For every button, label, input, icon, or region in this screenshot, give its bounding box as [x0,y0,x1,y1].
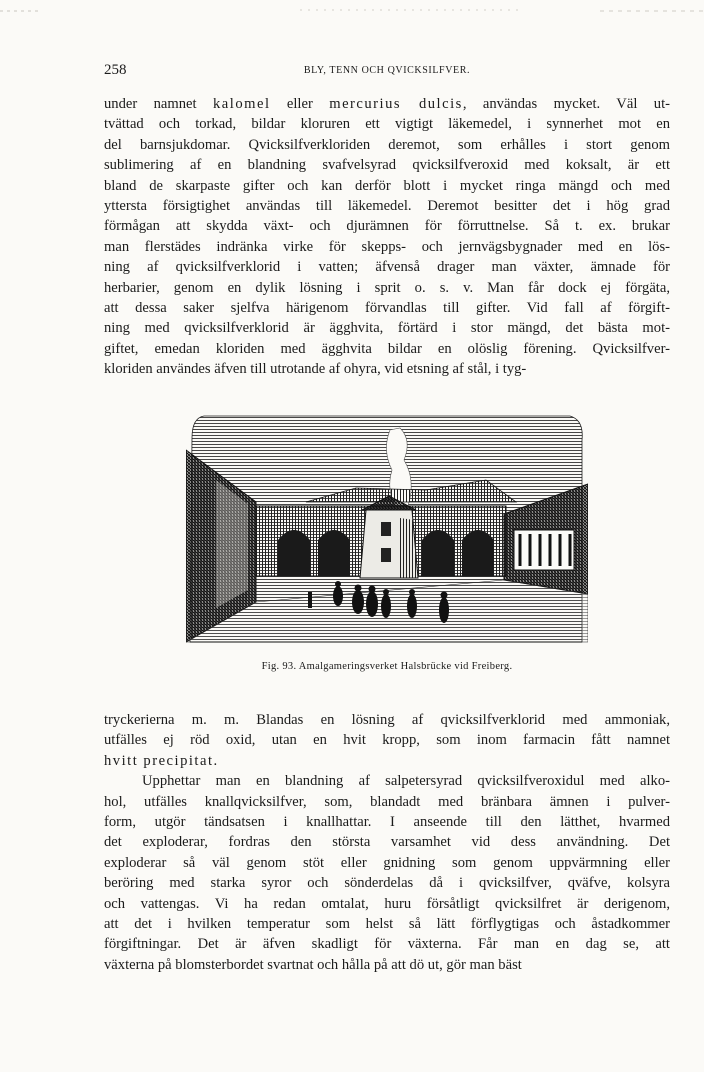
text-segment: herbarier, genom en dylik lösning i sprit o. s. v. Man får dock ej förgäta, [104,279,670,296]
text-line [104,873,670,893]
text-line [104,359,670,379]
text-line [104,196,670,216]
emphasized-term: mercurius dulcis [329,96,463,112]
text-segment: Upphettar man en blandning af salpetersyrad qvicksilfveroxidul med alko- [142,773,670,790]
text-line [104,135,670,155]
text-line [104,94,670,114]
text-segment: beröring med starka syror och sönderdelas då i qvicksilfver, qväfve, kolsyra [104,875,670,892]
scan-edge-specks [0,0,704,20]
text-segment: under namnet [104,96,213,112]
text-segment: yttersta försigtighet användas till läkemedel. Deremot besitter det i hög grad [104,197,670,214]
text-line [104,955,670,975]
page-header [104,62,670,82]
text-line [104,792,670,812]
text-line [104,298,670,318]
emphasized-term: hvitt precipitat [104,752,214,769]
text-segment: . [213,752,218,769]
text-line [104,339,670,359]
text-segment: , användas mycket. Väl ut- [462,96,670,112]
text-segment: och vattengas. Vi ha redan omtalat, huru försåtligt qvicksilfret är derigenom, [104,895,670,912]
text-segment: exploderar så väl genom stöt eller gnidning som genom uppvärmning eller [104,854,670,871]
text-segment: form, utgör tändsatsen i knallhattar. I anseende till den lätthet, hvarmed [104,813,670,830]
figure-caption: Fig. 93. Amalgameringsverket Halsbrücke vid Freiberg. [261,661,513,672]
text-segment: bland de skarpaste gifter och kan derför blott i mycket ringa mängd och med [104,177,670,194]
text-segment: giftet, emedan kloriden med ägghvita bildar en olöslig förening. Qvicksilfver- [104,340,670,357]
text-segment: förmågan att skydda växt- och djurämnen för förruttnelse. Så t. ex. brukar [104,218,670,235]
text-line [104,318,670,338]
text-segment: ning af qvicksilfverklorid i vatten; äfvenså drager man växter, ämnade för [104,259,670,276]
text-line [104,812,670,832]
amalgamation-works-engraving [186,410,588,650]
text-line [104,155,670,175]
text-segment: kloriden användes äfven till utrotande af ohyra, vid etsning af stål, i tyg- [104,361,527,378]
text-line [104,751,670,771]
text-line [104,894,670,914]
text-segment: man flerstädes indränka virke för skepps- och jernvägsbygnader med en lös- [104,238,670,255]
text-segment: växterna på blomsterbordet svartnat och hålla på att dö ut, gör man bäst [104,956,522,973]
text-segment: att det i hvilken temperatur som helst så lätt förflygtigas och åstadkommer [104,915,670,932]
text-line [104,934,670,954]
text-segment: förgiftningar. Det är äfven skadligt för växterna. Får man en dag se, att [104,936,670,953]
text-segment: tryckerierna m. m. Blandas en lösning af qvicksilfverklorid med ammoniak, [104,712,670,728]
text-line [104,257,670,277]
paragraph-2 [104,710,670,975]
text-line [104,114,670,134]
text-line [104,832,670,852]
text-segment: sublimering af en blandning svafvelsyrad qvicksilfveroxid med koksalt, är ett [104,157,670,174]
text-line [104,771,670,791]
text-segment: det exploderar, fordras den största varsamhet vid dess användning. Det [104,834,670,851]
text-segment: utfälles ej röd oxid, utan en hvit kropp, som inom farmacin fått namnet [104,732,670,749]
text-segment: att dessa saker sjelfva härigenom förvandlas till gifter. Vid fall af förgift- [104,299,670,316]
text-segment: eller [270,96,330,112]
running-head: BLY, TENN OCH QVICKSILFVER. [303,65,471,76]
text-line [104,914,670,934]
text-segment: hol, utfälles knallqvicksilfver, som, blandadt med bränbara ämnen i pulver- [104,793,670,810]
text-segment: del barnsjukdomar. Qvicksilfverkloriden deremot, som erhålles i stort genom [104,136,670,153]
text-line [104,853,670,873]
text-line [104,278,670,298]
text-line [104,237,670,257]
page-number: 258 [104,62,127,78]
text-line [104,176,670,196]
figure-illustration [186,410,588,650]
paragraph-1 [104,94,670,379]
text-segment: tvättad och torkad, bildar kloruren ett vigtigt läkemedel, i synnerhet mot en [104,116,670,133]
emphasized-term: kalomel [212,96,271,112]
text-line [104,710,670,730]
text-line [104,216,670,236]
text-segment: ning med qvicksilfverklorid är ägghvita, förtärd i stor mängd, det bästa mot- [104,320,670,337]
text-line [104,730,670,750]
